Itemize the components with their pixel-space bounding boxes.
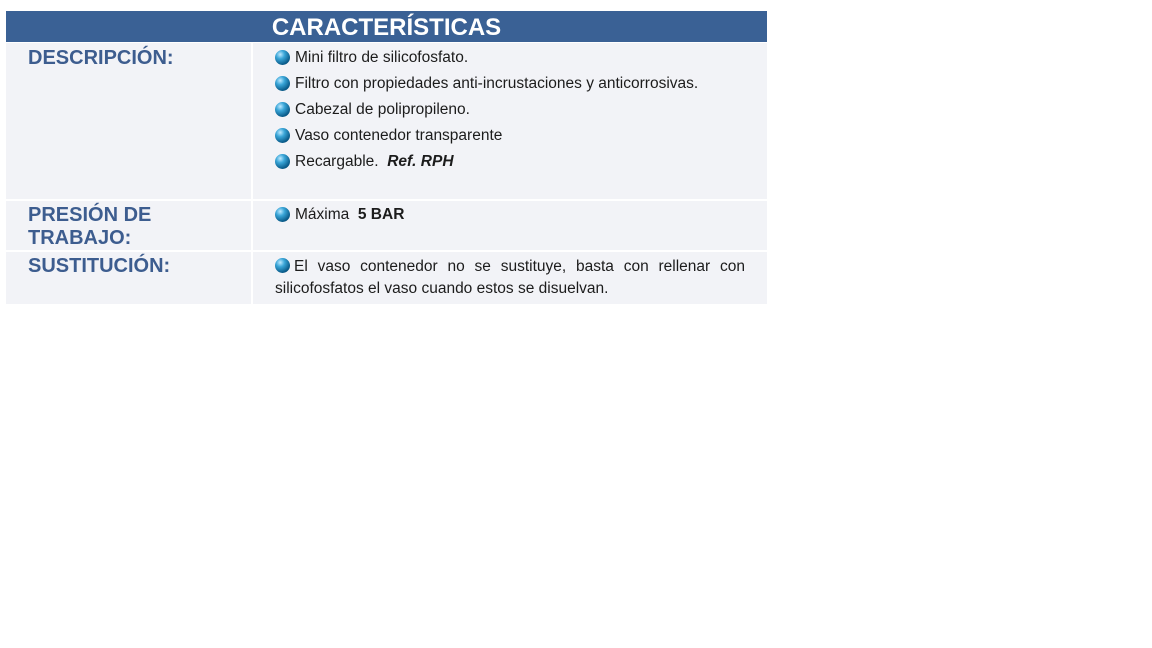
item-text: Filtro con propiedades anti-incrustaciones y anticorrosivas. — [295, 75, 699, 92]
characteristics-table — [6, 43, 767, 304]
label-cell — [6, 43, 252, 200]
row-label-sustitucion: SUSTITUCIÓN: — [28, 255, 171, 277]
row-label-descripcion: DESCRIPCIÓN: — [28, 47, 174, 69]
blue-sphere-bullet-icon — [275, 50, 290, 65]
item-text: Máxima — [295, 206, 350, 223]
list-item — [275, 125, 745, 147]
row-descripcion — [6, 43, 767, 200]
item-text: Mini filtro de silicofosfato. — [295, 49, 469, 66]
item-text: Cabezal de polipropileno. — [295, 101, 470, 118]
list-item — [275, 204, 745, 226]
list-item — [275, 47, 745, 69]
list-item — [275, 73, 745, 95]
item-text: Vaso contenedor transparente — [295, 127, 503, 144]
reference-code: Ref. RPH — [382, 153, 454, 170]
list-item — [275, 151, 745, 173]
content-cell — [252, 200, 767, 251]
content-cell — [252, 251, 767, 304]
list-item — [275, 256, 745, 300]
item-text: El vaso contenedor no se sustituye, basta con rellenar con silicofosfatos el vaso cuando estos se disuelvan. — [275, 258, 745, 297]
blue-sphere-bullet-icon — [275, 76, 290, 91]
blue-sphere-bullet-icon — [275, 102, 290, 117]
characteristics-sheet — [6, 11, 767, 304]
content-cell — [252, 43, 767, 200]
label-cell — [6, 251, 252, 304]
row-presion — [6, 200, 767, 251]
blue-sphere-bullet-icon — [275, 154, 290, 169]
row-label-presion: PRESIÓN DE TRABAJO: — [28, 204, 152, 249]
item-text: Recargable. — [295, 153, 379, 170]
label-cell — [6, 200, 252, 251]
sheet-title: CARACTERÍSTICAS — [6, 11, 767, 43]
list-item — [275, 99, 745, 121]
blue-sphere-bullet-icon — [275, 128, 290, 143]
blue-sphere-bullet-icon — [275, 258, 290, 273]
row-sustitucion — [6, 251, 767, 304]
pressure-value: 5 BAR — [353, 206, 405, 223]
blue-sphere-bullet-icon — [275, 207, 290, 222]
